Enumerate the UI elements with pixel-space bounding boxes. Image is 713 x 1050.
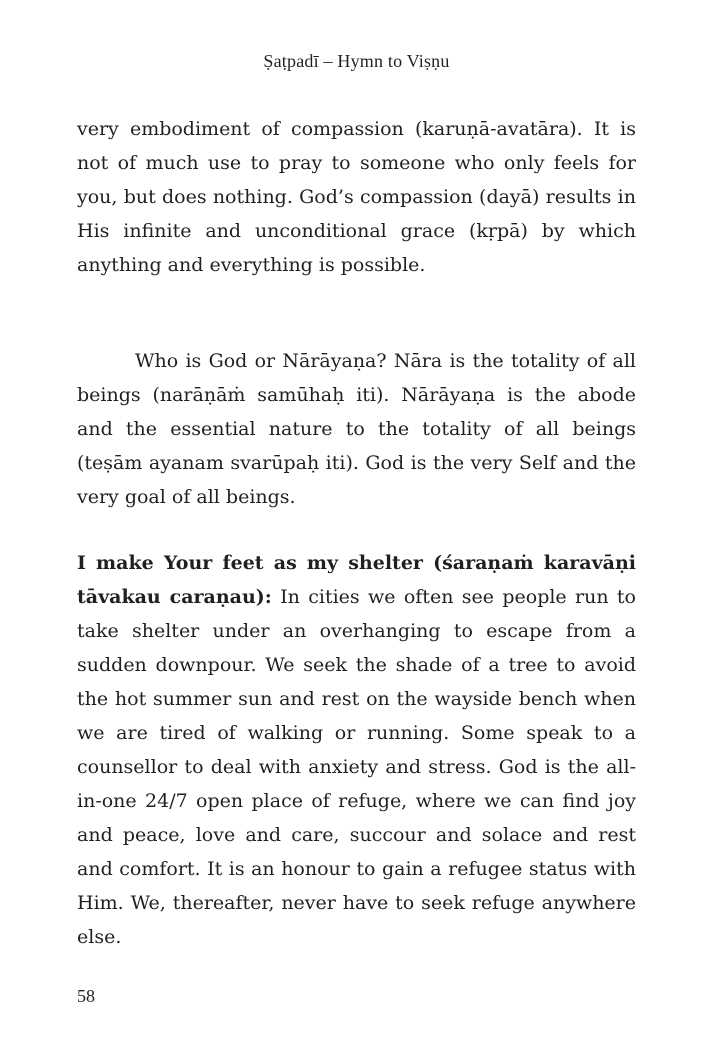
paragraph-shelter <box>77 546 636 954</box>
paragraph-text: In cities we often see people run to take shelter under an overhanging to escape from a sudden downpour. We seek the shade of a tree to avoid the hot summer sun and rest on the wayside bench when we are tired of walking or running. Some speak to a counsellor to deal with anxiety and stress. God is the all-in-one 24/7 open place of refuge, where we can find joy and peace, love and care, succour and solace and rest and comfort. It is an honour to gain a refugee status with Him. We, thereafter, never have to seek refuge anywhere else. <box>77 586 636 948</box>
page-number: 58 <box>77 986 95 1006</box>
paragraph-text: Who is God or Nārāyaṇa? Nāra is the totality of all beings (narāṇāṁ samūhaḥ iti). Nārāyaṇa is the abode and the essential nature to the totality of all beings (teṣām ayanam svarūpaḥ iti). God is the very Self and the very goal of all beings. <box>77 350 636 508</box>
paragraph-narayana <box>77 344 636 514</box>
running-head: Ṣaṭpadī – Hymn to Viṣṇu <box>263 51 450 71</box>
paragraph-compassion <box>77 112 636 282</box>
paragraph-lead-heading: I make Your feet as my shelter (śaraṇaṁ karavāṇi tāvakau caraṇau): <box>77 552 636 608</box>
paragraph-text: very embodiment of compassion (karuṇā-avatāra). It is not of much use to pray to someone who only feels for you, but does nothing. God’s compassion (dayā) results in His infinite and unconditional grace (kṛpā) by which anything and everything is possible. <box>77 118 636 276</box>
